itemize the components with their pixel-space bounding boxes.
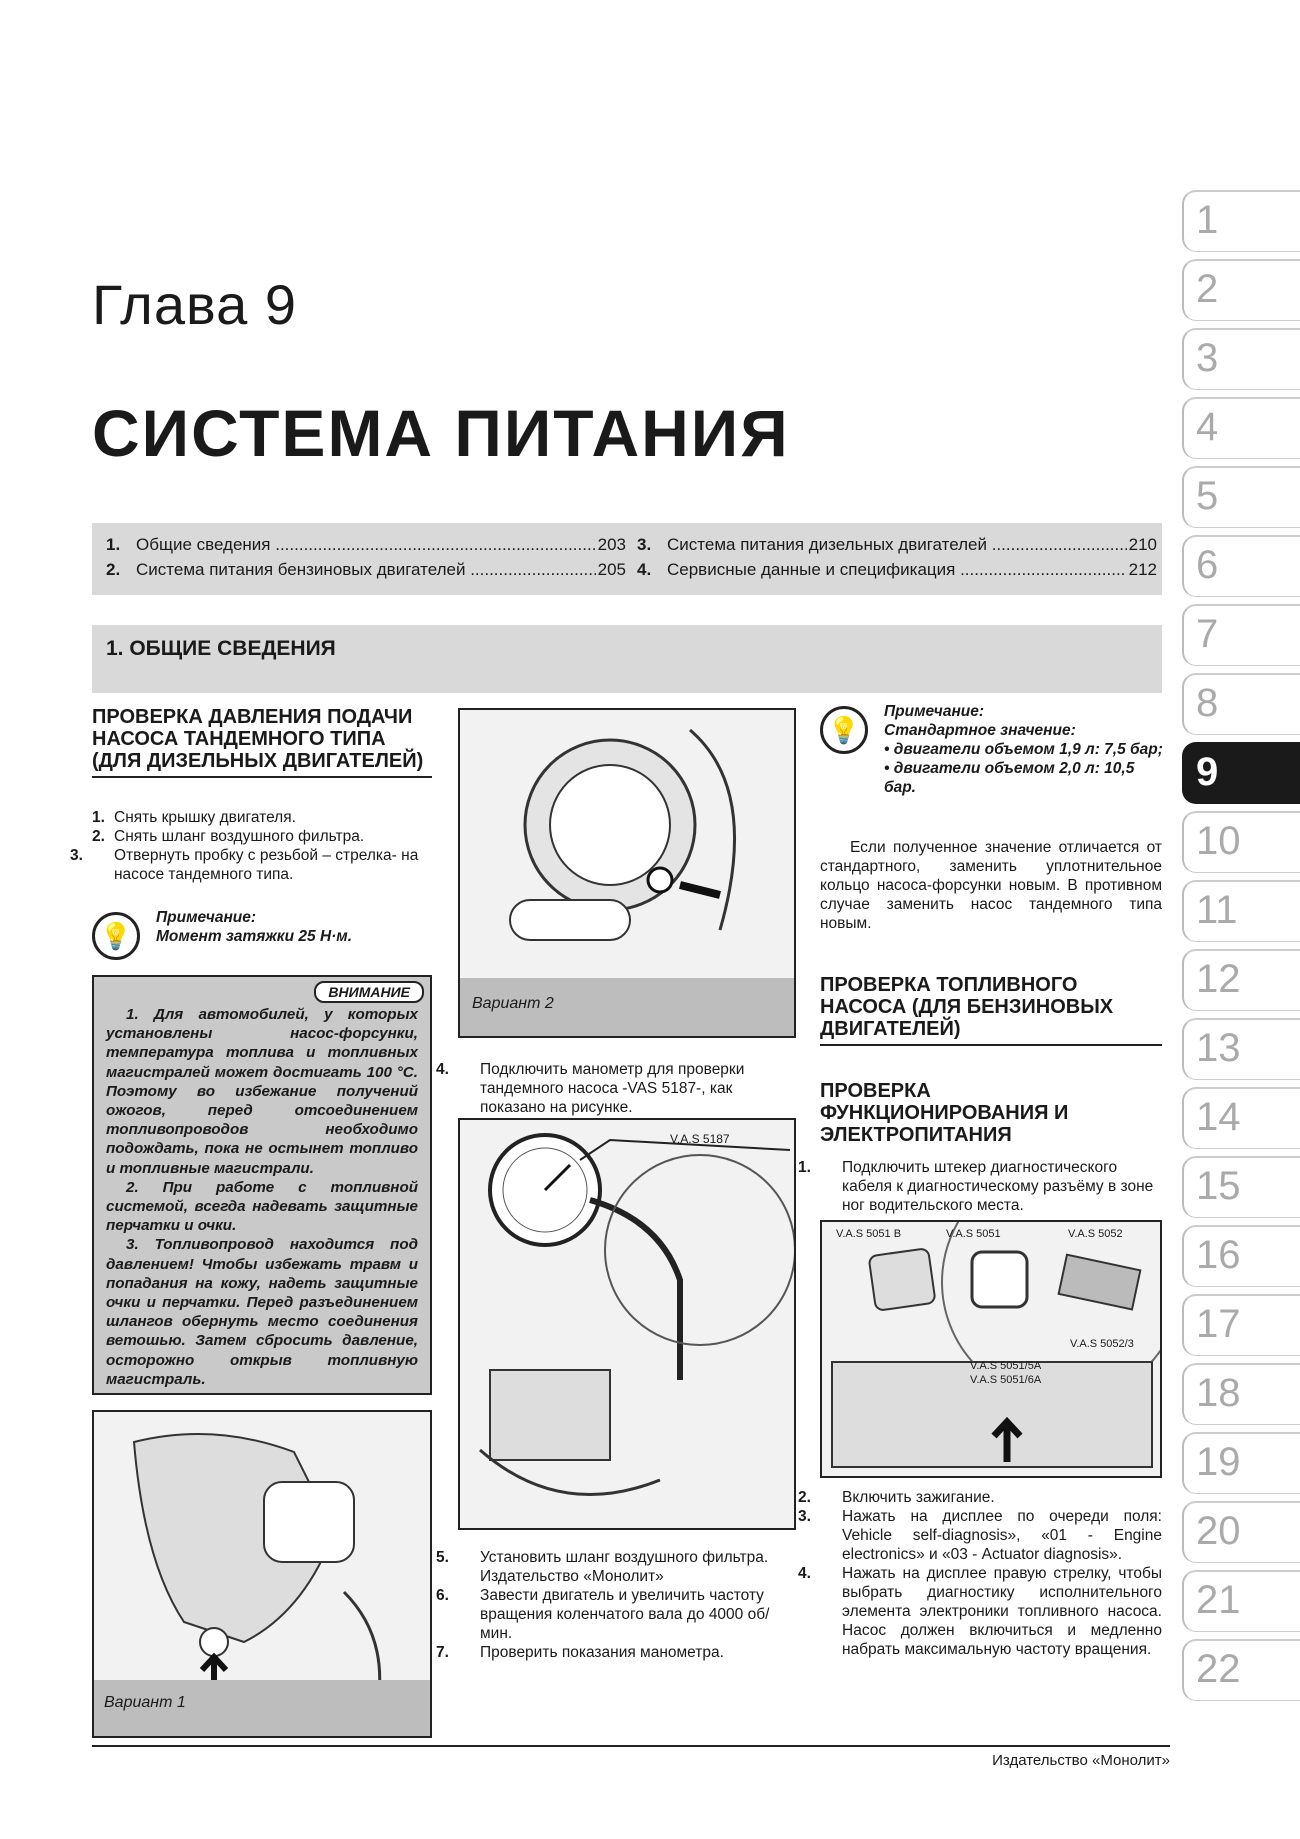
warning-label: ВНИМАНИЕ xyxy=(314,981,424,1003)
list-item: 7. Проверить показания манометра. xyxy=(436,1644,724,1661)
chapter-tab-1[interactable]: 1 xyxy=(1182,190,1300,252)
chapter-tab-7[interactable]: 7 xyxy=(1182,604,1300,666)
list-item: 3. Нажать на дисплее по очереди поля: Vehicle self-diagnosis», «01 - Engine electronics» и «03 - Actuator diagnosis». xyxy=(798,1508,1162,1563)
subsection-heading: ПРОВЕРКА ФУНКЦИОНИРОВАНИЯ И ЭЛЕКТРОПИТАНИЯ xyxy=(820,1080,1069,1146)
chapter-tab-12[interactable]: 12 xyxy=(1182,949,1300,1011)
chapter-tab-9[interactable]: 9 xyxy=(1182,742,1300,804)
chapter-tab-19[interactable]: 19 xyxy=(1182,1432,1300,1494)
chapter-tab-6[interactable]: 6 xyxy=(1182,535,1300,597)
list-item: 5. Установить шланг воздушного фильтра. Издательство «Монолит» xyxy=(436,1549,769,1585)
section-heading: ПРОВЕРКА ДАВЛЕНИЯ ПОДАЧИ НАСОСА ТАНДЕМНОГО ТИПА (ДЛЯ ДИЗЕЛЬНЫХ ДВИГАТЕЛЕЙ) xyxy=(92,706,432,778)
toc-item[interactable]: 4. Сервисные данные и спецификация ..... 212 xyxy=(637,560,1157,580)
note: Примечание: Момент затяжки 25 Н·м. xyxy=(156,909,353,945)
footer-divider xyxy=(92,1745,1170,1747)
warning-text: 1. Для автомобилей, у которых установлены насос-форсунки, температура топлива и топливных магистралей может достигать 100 °С. Поэтому во избежание получений ожогов, перед отсоединением топливопроводов необходимо подождать, пока не остынет топливо и топливные магистрали. xyxy=(106,1006,418,1177)
chapter-tab-17[interactable]: 17 xyxy=(1182,1294,1300,1356)
chapter-tab-13[interactable]: 13 xyxy=(1182,1018,1300,1080)
list-item: 1. Подключить штекер диагностического кабеля к диагностическому разъёму в зоне ног водительского места. xyxy=(798,1159,1154,1214)
note: Примечание: Стандартное значение: • двигатели объемом 1,9 л: 7,5 бар; • двигатели объемом 2,0 л: 10,5 бар. xyxy=(884,703,1163,796)
warning-text: 3. Топливопровод находится под давлением! Чтобы избежать травм и попадания на кожу, надеть защитные очки и перчатки. Перед разъединением шлангов обернуть место соединения ветошью. Затем сбросить давление, осторожно открыв топливную магистраль. xyxy=(106,1236,418,1388)
note-bulb-icon: 💡 xyxy=(820,706,868,754)
chapter-tab-20[interactable]: 20 xyxy=(1182,1501,1300,1563)
figure-caption: Вариант 1 xyxy=(104,1694,186,1711)
figure-label: V.A.S 5187 xyxy=(670,1132,730,1146)
toc-item[interactable]: 3. Система питания дизельных двигателей ..... 210 xyxy=(637,535,1157,555)
section-header: 1. ОБЩИЕ СВЕДЕНИЯ xyxy=(92,625,1162,693)
paragraph: Если полученное значение отличается от стандартного, заменить уплотнительное кольцо насоса-форсунки новым. В противном случае заменить насос тандемного типа новым. xyxy=(820,839,1162,932)
chapter-tab-8[interactable]: 8 xyxy=(1182,673,1300,735)
list-item: 1. Снять крышку двигателя. xyxy=(92,809,296,826)
warning-box xyxy=(92,975,432,1395)
steps-list xyxy=(70,808,432,884)
chapter-tab-2[interactable]: 2 xyxy=(1182,259,1300,321)
steps-list xyxy=(436,1548,796,1662)
manometer-illustration xyxy=(460,1120,794,1528)
list-item: 4. Нажать на дисплее правую стрелку, чтобы выбрать диагностику исполнительного элемента электроники топливного насоса. Насос должен включиться и медленно набрать максимальную частоту вращения. xyxy=(798,1565,1162,1658)
figure-manometer xyxy=(458,1118,796,1530)
tandem-pump-illustration xyxy=(460,710,794,1036)
figure-label: V.A.S 5051 B xyxy=(836,1228,902,1240)
list-item: 2. Включить зажигание. xyxy=(798,1489,995,1506)
figure-label: V.A.S 5052/3 xyxy=(1070,1338,1134,1350)
chapter-tab-5[interactable]: 5 xyxy=(1182,466,1300,528)
figure-label: V.A.S 5051/5A xyxy=(970,1360,1042,1372)
toc-item[interactable]: 1. Общие сведения ..... 203 xyxy=(106,535,626,555)
list-item: 2. Снять шланг воздушного фильтра. xyxy=(92,828,365,845)
chapter-title: СИСТЕМА ПИТАНИЯ xyxy=(92,396,790,470)
chapter-tab-21[interactable]: 21 xyxy=(1182,1570,1300,1632)
table-of-contents xyxy=(92,523,1162,595)
figure-label: V.A.S 5051 xyxy=(946,1228,1001,1240)
warning-text: 2. При работе с топливной системой, всегда надевать защитные перчатки и очки. xyxy=(106,1178,418,1235)
toc-item[interactable]: 2. Система питания бензиновых двигателей ..... 205 xyxy=(106,560,626,580)
note-bulb-icon: 💡 xyxy=(92,912,140,960)
chapter-tab-11[interactable]: 11 xyxy=(1182,880,1300,942)
figure-variant-1 xyxy=(92,1410,432,1738)
list-item: 3. Отвернуть пробку с резьбой – стрелка- на насосе тандемного типа. xyxy=(70,847,419,883)
chapter-tab-4[interactable]: 4 xyxy=(1182,397,1300,459)
chapter-tab-15[interactable]: 15 xyxy=(1182,1156,1300,1218)
engine-illustration xyxy=(94,1412,430,1736)
list-item: 4. Подключить манометр для проверки тандемного насоса -VAS 5187-, как показано на рисунке. xyxy=(436,1061,745,1116)
chapter-label: Глава 9 xyxy=(92,273,297,336)
figure-label: V.A.S 5051/6A xyxy=(970,1374,1042,1386)
figure-variant-2 xyxy=(458,708,796,1038)
footer-publisher: Издательство «Монолит» xyxy=(992,1752,1170,1769)
figure-caption: Вариант 2 xyxy=(472,995,554,1012)
chapter-tab-16[interactable]: 16 xyxy=(1182,1225,1300,1287)
chapter-tab-14[interactable]: 14 xyxy=(1182,1087,1300,1149)
chapter-tab-22[interactable]: 22 xyxy=(1182,1639,1300,1701)
steps-list xyxy=(798,1488,1162,1659)
chapter-tab-10[interactable]: 10 xyxy=(1182,811,1300,873)
section-heading: ПРОВЕРКА ТОПЛИВНОГО НАСОСА (ДЛЯ БЕНЗИНОВЫХ ДВИГАТЕЛЕЙ) xyxy=(820,974,1162,1046)
figure-label: V.A.S 5052 xyxy=(1068,1228,1123,1240)
chapter-tab-3[interactable]: 3 xyxy=(1182,328,1300,390)
chapter-tab-18[interactable]: 18 xyxy=(1182,1363,1300,1425)
list-item: 6. Завести двигатель и увеличить частоту вращения коленчатого вала до 4000 об/мин. xyxy=(436,1587,770,1642)
figure-diagnostic xyxy=(820,1220,1162,1478)
